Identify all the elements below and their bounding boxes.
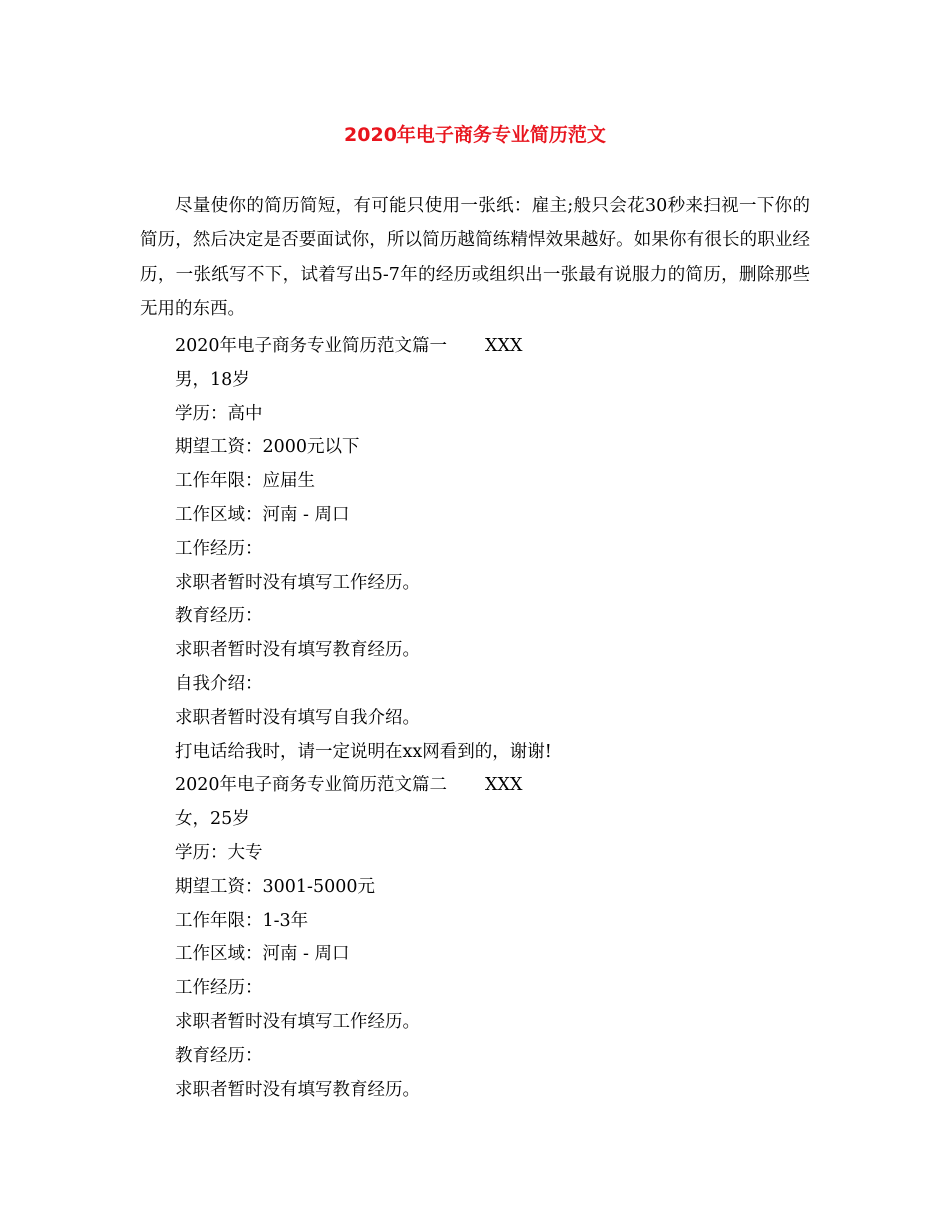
resume-line-text: 工作年限：应届生 (175, 471, 315, 492)
resume-line (175, 1006, 815, 1040)
resume-line (175, 938, 815, 972)
resume-line-text: 工作年限：1-3年 (175, 910, 309, 931)
resume-line-text: 求职者暂时没有填写工作经历。 (175, 1011, 420, 1032)
resume-line (175, 364, 815, 398)
resume-name-placeholder: XXX (485, 336, 523, 356)
resume-line (175, 905, 815, 939)
resume-line-text: 工作区域：河南 - 周口 (175, 944, 350, 965)
resume-line (175, 431, 815, 465)
resume-line-text: 期望工资：2000元以下 (175, 437, 360, 458)
resume-name-placeholder: XXX (485, 775, 523, 796)
resume-line-text: 自我介绍： (175, 673, 263, 694)
resume-line (175, 803, 815, 837)
resume-line-text: 学历：高中 (175, 403, 263, 424)
resume-line-text: 打电话给我时，请一定说明在xx网看到的，谢谢! (175, 741, 552, 762)
resume-line (175, 1074, 815, 1108)
resume-line (175, 634, 815, 668)
resume-line (175, 736, 815, 770)
resume-line-text: 教育经历： (175, 606, 263, 627)
resume-line-text: 工作区域：河南 - 周口 (175, 504, 350, 525)
resume-line-text: 教育经历： (175, 1045, 263, 1066)
resume-line (175, 702, 815, 736)
resume-line-text: 期望工资：3001-5000元 (175, 876, 375, 897)
resume-line (175, 567, 815, 601)
resume-line (175, 533, 815, 567)
resume-line-text: 求职者暂时没有填写工作经历。 (175, 572, 420, 593)
resume-line-text: 2020年电子商务专业简历范文篇二 (175, 775, 448, 796)
intro-paragraph: 尽量使你的简历简短，有可能只使用一张纸：雇主;般只会花30秒来扫视一下你的简历，然后决定是否要面试你，所以简历越简练精悍效果越好。如果你有很长的职业经历，一张纸写不下，试着写出5-7年的经历或组织出一张最有说服力的简历，删除那些无用的东西。 (140, 196, 810, 320)
resume-line-text: 女，25岁 (175, 809, 250, 830)
resume-line (175, 1040, 815, 1074)
resume-line (175, 499, 815, 533)
resume-line-text: 工作经历： (175, 978, 263, 999)
resume-line (175, 972, 815, 1006)
resume-line-text: 求职者暂时没有填写教育经历。 (175, 1079, 420, 1100)
resume-line-text: 求职者暂时没有填写自我介绍。 (175, 707, 420, 728)
resume-line (175, 465, 815, 499)
resume-line (175, 837, 815, 871)
resume-line (175, 600, 815, 634)
resume-line-text: 工作经历： (175, 538, 263, 559)
resume-line (175, 871, 815, 905)
resume-line (175, 330, 815, 364)
resume-line (175, 769, 815, 803)
document-title: 2020年电子商务专业简历范文 (344, 124, 606, 146)
resume-lines (175, 330, 815, 1107)
resume-line (175, 398, 815, 432)
resume-line-text: 求职者暂时没有填写教育经历。 (175, 640, 420, 661)
resume-line-text: 男，18岁 (175, 369, 250, 390)
resume-line (175, 668, 815, 702)
resume-line-text: 学历：大专 (175, 842, 263, 863)
resume-line-text: 2020年电子商务专业简历范文篇一 (175, 336, 448, 356)
